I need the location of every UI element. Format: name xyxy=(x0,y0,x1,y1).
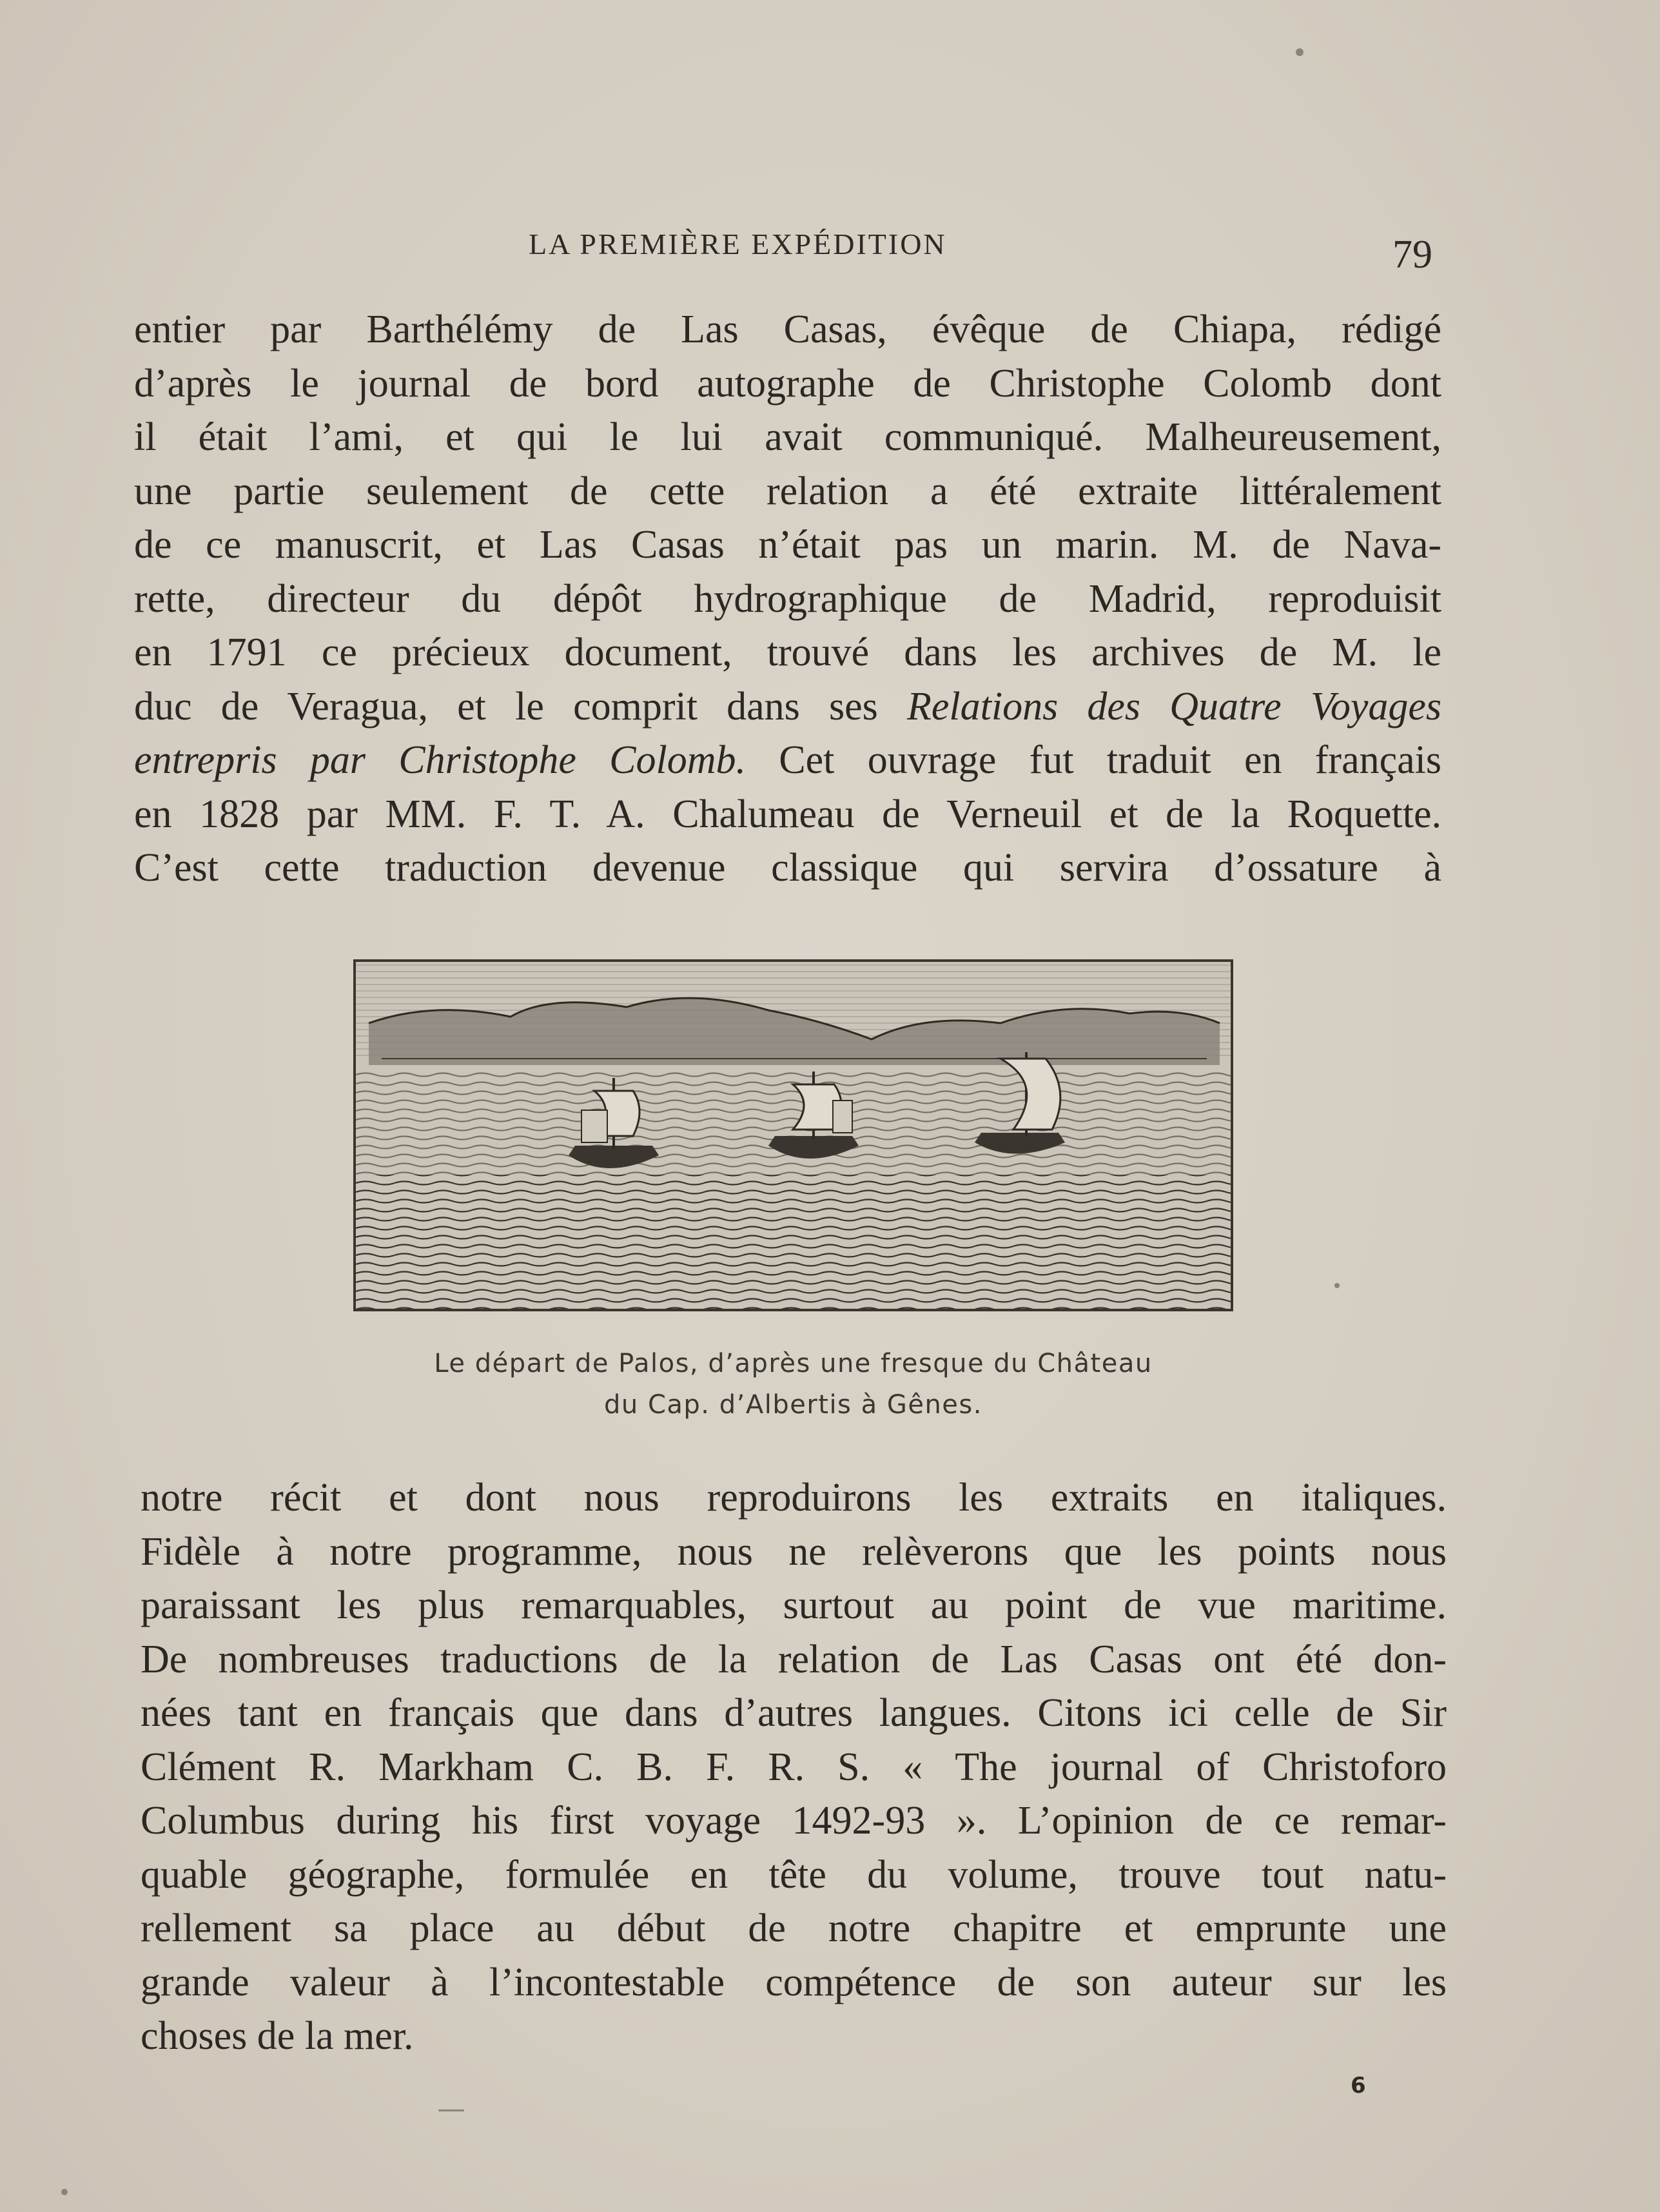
text-line: d’après le journal de bord autographe de Christophe Colomb dont xyxy=(134,361,1441,406)
engraving-ships-departing-palos xyxy=(353,959,1233,1311)
paragraph-1 xyxy=(134,303,1441,896)
text-line: grande valeur à l’incontestable compétence de son auteur sur les xyxy=(141,1960,1447,2004)
paragraph-2 xyxy=(141,1471,1447,2064)
paper-speck xyxy=(1296,48,1304,56)
text-line: une partie seulement de cette relation a été extraite littéralement xyxy=(134,469,1441,513)
text-line xyxy=(134,734,1441,788)
text-line: il était l’ami, et qui le lui avait communiqué. Malheureusement, xyxy=(134,415,1441,459)
text-line: quable géographe, formulée en tête du volume, trouve tout natu- xyxy=(141,1852,1447,1897)
text-line: Columbus during his first voyage 1492-93 ». L’opinion de ce remar- xyxy=(141,1799,1447,1843)
text-line: en 1828 par MM. F. T. A. Chalumeau de Verneuil et de la Roquette. xyxy=(134,792,1441,836)
page-number: 79 xyxy=(1392,233,1432,277)
text-line: en 1791 ce précieux document, trouvé dans les archives de M. le xyxy=(134,631,1441,674)
text-line: Fidèle à notre programme, nous ne relèverons que les points nous xyxy=(141,1529,1447,1574)
text-line: de ce manuscrit, et Las Casas n’était pas un marin. M. de Nava- xyxy=(134,523,1441,567)
text-segment: duc de Veragua, et le comprit dans ses xyxy=(134,684,878,729)
text-line: rette, directeur du dépôt hydrographique de Madrid, reproduisit xyxy=(134,576,1441,621)
text-line: rellement sa place au début de notre chapitre et emprunte une xyxy=(141,1906,1447,1950)
text-line: notre récit et dont nous reproduirons les extraits en italiques. xyxy=(141,1476,1447,1520)
paper-speck xyxy=(61,2189,68,2195)
text-line: paraissant les plus remarquables, surtout au point de vue maritime. xyxy=(141,1583,1447,1627)
text-line: C’est cette traduction devenue classique qui servira d’ossature à xyxy=(134,846,1441,890)
book-title-italic: entrepris par Christophe Colomb. xyxy=(134,738,747,782)
running-title: LA PREMIÈRE EXPÉDITION xyxy=(529,228,947,260)
paper-speck xyxy=(438,2109,464,2111)
figure-caption-line-1: Le départ de Palos, d’après une fresque du Château xyxy=(434,1349,1153,1378)
text-line: De nombreuses traductions de la relation de Las Casas ont été don- xyxy=(141,1637,1447,1681)
text-line: choses de la mer. xyxy=(141,2014,414,2058)
text-line: nées tant en français que dans d’autres langues. Citons ici celle de Sir xyxy=(141,1691,1447,1735)
book-title-italic: Relations des Quatre Voyages xyxy=(907,684,1441,729)
text-line xyxy=(134,680,1441,734)
ships-illustration xyxy=(356,962,1231,1309)
text-line: entier par Barthélémy de Las Casas, évêque de Chiapa, rédigé xyxy=(134,308,1441,351)
text-line: Clément R. Markham C. B. F. R. S. « The journal of Christoforo xyxy=(141,1745,1447,1789)
paper-speck xyxy=(1334,1283,1340,1288)
text-segment: Cet ouvrage fut traduit en français xyxy=(746,738,1441,782)
signature-mark: 6 xyxy=(1351,2073,1366,2099)
figure-caption-line-2: du Cap. d’Albertis à Gênes. xyxy=(604,1390,982,1420)
